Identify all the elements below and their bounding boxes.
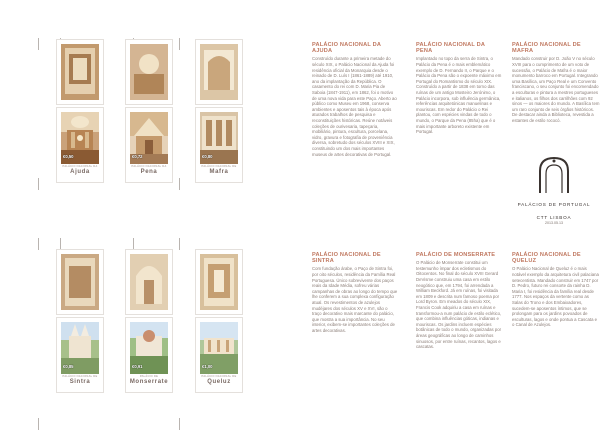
stamp-prefix: PALÁCIO NACIONAL DE bbox=[201, 375, 237, 378]
stamp-ajuda bbox=[57, 108, 103, 182]
stamp-sintra-top bbox=[57, 250, 103, 314]
stamp-image bbox=[200, 254, 238, 310]
text-block-title: PALÁCIO NACIONAL DE SINTRA bbox=[312, 252, 381, 265]
crop-mark bbox=[179, 418, 180, 430]
stamp-sintra bbox=[57, 318, 103, 392]
stamp-value: €1,00 bbox=[202, 364, 213, 369]
crop-mark bbox=[38, 178, 39, 190]
stamp-value: €0,72 bbox=[132, 154, 143, 159]
crop-mark bbox=[38, 238, 39, 250]
stamp-monserrate bbox=[126, 318, 172, 392]
palacios-logo bbox=[514, 155, 594, 245]
stamp-value: €0,80 bbox=[202, 154, 213, 159]
text-block-body: O Palácio Nacional de Queluz é o mais notável exemplo da arquitetura civil palaciana setecentista. Mandado construir em 1747 por D. Pedro, futuro rei consorte da rainha D. Maria I, foi residência da família real desde 1777. Nos espaços da vertente como as Salas do Trono e dos Embaixadores, sucedem-se aposentos íntimos, que se prolongam para os jardins povoados de esculturas, lagos e onde pontua a Cascata e o Canal de Azulejos. bbox=[512, 266, 599, 328]
text-block-body: Mandado construir por D. João V no século XVIII para o cumprimento de um voto de sucessão, o Palácio de Mafra é o maior monumento barroco em Portugal. Integrando uma Basílica, um Paço Real e um Convento franciscano, o seu conjunto foi encomendado a esculturas e pintura a mestres portugueses e italianos, os filhos dos carrilhões com 92 sinos — os maiores do mundo. A Basílica tem um raro conjunto de seis órgãos históricos. De destacar ainda a Biblioteca, revestida a estantes de estilo rococó. bbox=[512, 56, 600, 123]
stamp-image bbox=[130, 44, 168, 100]
text-block-title: PALÁCIO NACIONAL DE MAFRA bbox=[512, 42, 581, 55]
crop-mark bbox=[38, 38, 39, 50]
stamp-name: Pena bbox=[140, 169, 158, 175]
text-block-body: O Palácio de Monserrate constitui um testemunho ímpar dos ecletismos do Oitocentos. No final do século XVIII Gerard DeVisme construiu uma casa em estilo neogótico que, em 1794, foi arrendada a William Beckford. Já em ruínas, foi visitada em 1809 e descrita num famoso poema por Lord Byron. Em meados do século XIX, Francis Cook adquiriu a casa em ruínas e transformou-a num palácio de estilo eclético, que combina influências góticas, indianas e mouriscas. Os jardins incluem espécies botânicas de todo o mundo, organizadas por áreas geográficas ao longo de caminhos sinuosos, por entre ruínas, recantos, lagos e cascatas. bbox=[416, 260, 502, 350]
stamp-image bbox=[61, 44, 99, 100]
stamp-prefix: PALÁCIO NACIONAL DE bbox=[201, 165, 237, 168]
stamp-prefix: PALÁCIO NACIONAL DA bbox=[62, 165, 98, 168]
stamp-pena-top bbox=[126, 40, 172, 104]
logo-label: PALÁCIOS DE PORTUGAL bbox=[517, 202, 591, 207]
text-block-body: Com fundação árabe, o Paço de Sintra foi, por oito séculos, residência da Família Real Portuguesa. Único sobrevivente dos paços reais da Idade Média, sofreu várias campanhas de obras ao longo do tempo que lhe conferem a sua complexa configuração atual. Os revestimentos de azulejos mudéjares dos séculos XV e XVI, são o traço decorativo mais marcante do palácio, que mostra a sua importância. No seu interior, exibem-se importantes coleções de artes decorativas. bbox=[312, 266, 398, 333]
stamp-queluz bbox=[196, 318, 242, 392]
text-block-body: Construído durante a primeira metade do século XIX, o Palácio Nacional da Ajuda foi residência oficial da Monarquia desde o reinado de D. Luís I (1861-1889) até 1910, ano da implantação da República. O casamento do rei com D. Maria Pia de Saboia (1847-1911), em 1862, foi o motivo de uma nova vida para este Paço. Aberto ao público como Museu em 1968, conserva ambientes e aposentos tais à época após aturados trabalhos de pesquisa e reconstituições históricas. Reúne notáveis coleções de ourivesaria, tapeçaria, mobiliário, pintura, escultura, porcelana, vidro, gravura e fotografia de proveniência diversa, sobretudo dos séculos XVIII e XIX, constituindo um dos mais importantes museus de artes decorativas de Portugal. bbox=[312, 56, 397, 157]
crop-mark bbox=[133, 238, 134, 250]
stamp-prefix: PALÁCIO DE bbox=[139, 375, 159, 378]
text-block-body: Implantado no topo da serra de Sintra, o Palácio da Pena é o mais emblemático exemplo de D. Fernando II, o Parque e o Palácio da Pena são o expoente máximo em Portugal do Romantismo do século XIX. Construído a partir de 1838 em torno das ruínas de um antigo Mosteiro Jerónimo, o Palácio incorpora, sob influência germânica, referências arquitetónicas manuelinas e mouriscas. Em redor do Palácio o Rei plantou, com espécies vindas de todo o mundo, o Parque da Pena (85ha) que é o mais importante arboreto existente em Portugal. bbox=[416, 56, 502, 135]
text-block-sintra bbox=[312, 252, 398, 334]
text-block-queluz bbox=[512, 252, 600, 328]
crop-mark bbox=[179, 178, 180, 190]
logo-date: 2013.05.13 bbox=[545, 221, 563, 225]
stamp-image bbox=[61, 254, 99, 310]
text-block-title: PALÁCIO NACIONAL DE QUELUZ bbox=[512, 252, 581, 265]
logo-city: CTT LISBOA bbox=[536, 215, 572, 220]
text-block-ajuda bbox=[312, 42, 398, 157]
stamp-name: Monserrate bbox=[129, 379, 169, 385]
text-block-title: PALÁCIO NACIONAL DA PENA bbox=[416, 42, 485, 55]
text-block-monserrate bbox=[416, 252, 502, 350]
stamp-prefix: PALÁCIO NACIONAL DE bbox=[62, 375, 98, 378]
stamp-name: Sintra bbox=[69, 379, 91, 385]
stamp-name: Queluz bbox=[207, 379, 231, 385]
stamp-monserrate-top bbox=[126, 250, 172, 314]
crop-mark bbox=[38, 418, 39, 430]
stamp-mafra bbox=[196, 108, 242, 182]
stamp-ajuda-top bbox=[57, 40, 103, 104]
stamp-name: Ajuda bbox=[70, 169, 90, 175]
stamp-image bbox=[200, 44, 238, 100]
stamp-pena bbox=[126, 108, 172, 182]
stamp-name: Mafra bbox=[209, 169, 229, 175]
arch-icon bbox=[537, 155, 571, 195]
stamp-value: €0,85 bbox=[63, 364, 74, 369]
crop-mark bbox=[60, 238, 61, 250]
stamp-value: €0,50 bbox=[63, 154, 74, 159]
text-block-pena bbox=[416, 42, 502, 135]
crop-mark bbox=[179, 238, 180, 250]
stamp-prefix: PALÁCIO NACIONAL DA bbox=[131, 165, 167, 168]
stamp-image bbox=[130, 254, 168, 310]
text-block-title: PALÁCIO NACIONAL DA AJUDA bbox=[312, 42, 381, 55]
text-block-title: PALÁCIO DE MONSERRATE bbox=[416, 252, 496, 258]
crop-mark bbox=[179, 38, 180, 50]
stamp-value: €0,91 bbox=[132, 364, 143, 369]
stamp-mafra-top bbox=[196, 40, 242, 104]
text-block-mafra bbox=[512, 42, 600, 124]
stamp-queluz-top bbox=[196, 250, 242, 314]
